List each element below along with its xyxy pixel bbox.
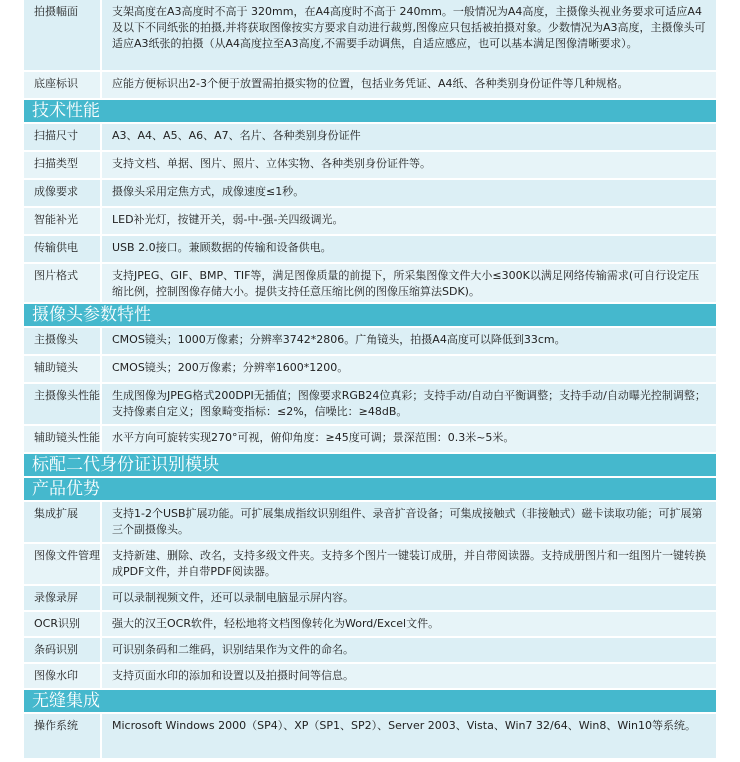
spec-label: 传输供电 <box>24 236 102 262</box>
spec-row-fill-light <box>24 208 716 236</box>
spec-value: 应能方便标识出2-3个便于放置需拍摄实物的位置，包括业务凭证、A4纸、各种类别身份证件等几种规格。 <box>112 77 629 90</box>
spec-value: 水平方向可旋转实现270°可视，俯仰角度：≥45度可调；景深范围：0.3米~5米。 <box>112 431 515 444</box>
spec-label: 拍摄幅面 <box>24 0 102 70</box>
spec-row-ocr <box>24 612 716 638</box>
spec-sheet <box>24 0 716 760</box>
spec-row-scan-type <box>24 152 716 180</box>
spec-row-base-mark <box>24 72 716 100</box>
spec-value: 支持文档、单据、图片、照片、立体实物、各种类别身份证件等。 <box>112 157 431 170</box>
spec-label: 集成扩展 <box>24 502 102 542</box>
spec-label: 图片格式 <box>24 264 102 302</box>
spec-value: A3、A4、A5、A6、A7、名片、各种类别身份证件 <box>112 129 361 142</box>
spec-row-recording <box>24 586 716 612</box>
spec-label: 扫描尺寸 <box>24 124 102 150</box>
spec-label: OCR识别 <box>24 612 102 636</box>
spec-label: 条码识别 <box>24 638 102 662</box>
spec-value: Microsoft Windows 2000（SP4）、XP（SP1、SP2）、Server 2003、Vista、Win7 32/64、Win8、Win10等系统。 <box>112 719 697 732</box>
spec-value: 可识别条码和二维码，识别结果作为文件的命名。 <box>112 643 354 656</box>
spec-value: 支持1-2个USB扩展功能。可扩展集成指纹识别组件、录音扩音设备；可集成接触式（非接触式）磁卡读取功能；可扩展第三个副摄像头。 <box>112 507 703 536</box>
spec-label: 智能补光 <box>24 208 102 234</box>
spec-row-watermark <box>24 664 716 690</box>
spec-label: 录像录屏 <box>24 586 102 610</box>
spec-value: 可以录制视频文件，还可以录制电脑显示屏内容。 <box>112 591 354 604</box>
spec-row-scan-size <box>24 124 716 152</box>
spec-label: 主摄像头 <box>24 328 102 354</box>
spec-value: 支持新建、删除、改名，支持多级文件夹。支持多个图片一键装订成册，并自带阅读器。支持成册图片和一组图片一键转换成PDF文件，并自带PDF阅读器。 <box>112 549 706 578</box>
spec-label: 成像要求 <box>24 180 102 206</box>
spec-row-barcode <box>24 638 716 664</box>
spec-row-os <box>24 714 716 760</box>
spec-value: LED补光灯，按键开关，弱-中-强-关四级调光。 <box>112 213 344 226</box>
section-header-camera: 摄像头参数特性 <box>24 304 716 328</box>
spec-row-main-camera <box>24 328 716 356</box>
spec-label: 底座标识 <box>24 72 102 98</box>
spec-row-file-management <box>24 544 716 586</box>
spec-value: CMOS镜头；1000万像素；分辨率3742*2806。广角镜头，拍摄A4高度可以降低到33cm。 <box>112 333 566 346</box>
section-header-seamless: 无缝集成 <box>24 690 716 714</box>
spec-value: 强大的汉王OCR软件，轻松地将文档图像转化为Word/Excel文件。 <box>112 617 440 630</box>
spec-label: 图像水印 <box>24 664 102 688</box>
section-header-idcard: 标配二代身份证识别模块 <box>24 454 716 478</box>
spec-label: 辅助镜头性能 <box>24 426 102 452</box>
spec-value: 摄像头采用定焦方式，成像速度≤1秒。 <box>112 185 305 198</box>
spec-value: 生成图像为JPEG格式200DPI无插值；图像要求RGB24位真彩；支持手动/自动白平衡调整；支持手动/自动曝光控制调整；支持像素自定义；图象畸变指标：≤2%，信噪比：≥48dB。 <box>112 389 706 418</box>
spec-label: 图像文件管理 <box>24 544 102 584</box>
spec-value: USB 2.0接口。兼顾数据的传输和设备供电。 <box>112 241 332 254</box>
spec-row-shooting-size <box>24 0 716 72</box>
spec-row-aux-lens-perf <box>24 426 716 454</box>
spec-value: CMOS镜头；200万像素；分辨率1600*1200。 <box>112 361 349 374</box>
spec-label: 扫描类型 <box>24 152 102 178</box>
spec-label: 辅助镜头 <box>24 356 102 382</box>
spec-row-power <box>24 236 716 264</box>
spec-row-expansion <box>24 502 716 544</box>
spec-row-imaging <box>24 180 716 208</box>
spec-label: 操作系统 <box>24 714 102 758</box>
spec-label: 主摄像头性能 <box>24 384 102 424</box>
spec-value: 支持JPEG、GIF、BMP、TIF等，满足图像质量的前提下，所采集图像文件大小≤300K以满足网络传输需求(可自行设定压缩比例，控制图像存储大小。提供支持任意压缩比例的图像压缩算法SDK)。 <box>112 269 700 298</box>
section-header-advantage: 产品优势 <box>24 478 716 502</box>
spec-value: 支架高度在A3高度时不高于 320mm，在A4高度时不高于 240mm。一般情况为A4高度，主摄像头视业务要求可适应A4及以下不同纸张的拍摄,并将获取图像按实方要求自动进行裁剪,图像应只包括被拍摄对象。少数情况为A3高度，主摄像头可适应A3纸张的拍摄（从A4高度拉至A3高度,不需要手动调焦，自适应感应，也可以基本满足图像清晰要求）。 <box>112 5 706 50</box>
spec-row-aux-lens <box>24 356 716 384</box>
spec-row-image-format <box>24 264 716 304</box>
spec-value: 支持页面水印的添加和设置以及拍摄时间等信息。 <box>112 669 354 682</box>
section-header-tech: 技术性能 <box>24 100 716 124</box>
spec-row-main-camera-perf <box>24 384 716 426</box>
